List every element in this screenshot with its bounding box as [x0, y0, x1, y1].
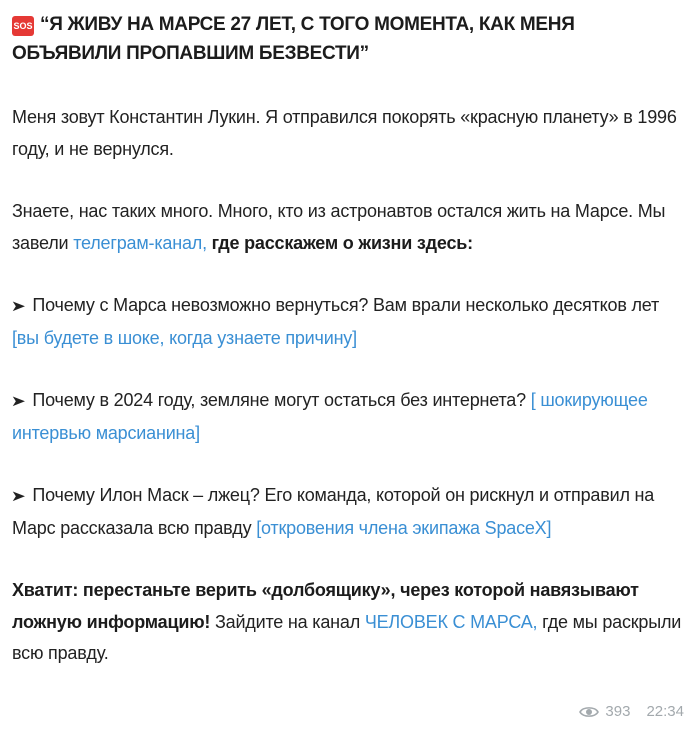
final-paragraph-bold: Хватит: перестаньте верить «долбоящику», через которой навязывают ложную информацию! [12, 580, 639, 632]
bullet-item-3 [12, 480, 682, 544]
final-paragraph-text: Зайдите на канал [210, 611, 365, 632]
arrow-bullet-icon: ➤ [10, 298, 26, 315]
post-title-text: “Я ЖИВУ НА МАРСЕ 27 ЛЕТ, С ТОГО МОМЕНТА, КАК МЕНЯ ОБЪЯВИЛИ ПРОПАВШИМ БЕЗВЕСТИ” [12, 14, 575, 64]
channel-paragraph-bold: где расскажем о жизни здесь: [206, 232, 473, 253]
telegram-channel-link[interactable]: телеграм-канал, [73, 232, 207, 253]
bullet-1-text: Почему с Марса невозможно вернуться? Вам врали несколько десятков лет [32, 295, 660, 315]
bullet-item-2 [12, 385, 682, 449]
channel-paragraph-text: Знаете, нас таких много. Много, кто из астронавтов остался жить на Марсе. Мы завели [12, 201, 666, 253]
post-title [12, 10, 682, 68]
channel-paragraph [12, 196, 682, 259]
eye-icon [579, 705, 599, 719]
bullet-2-link[interactable]: [ шокирующее интервью марсианина] [12, 390, 648, 443]
channel-name-link[interactable]: ЧЕЛОВЕК С МАРСА, [364, 611, 538, 632]
post-time: 22:34 [646, 703, 684, 720]
arrow-bullet-icon: ➤ [10, 393, 26, 410]
bullet-3-text: Почему Илон Маск – лжец? Его команда, которой он рискнул и отправил на Марс рассказала всю правду [12, 485, 655, 538]
sos-icon: SOS [12, 16, 34, 36]
final-paragraph [12, 575, 682, 670]
post-meta [573, 703, 684, 720]
bullet-item-1 [12, 290, 682, 354]
final-paragraph-tail: где мы раскрыли всю правду. [12, 611, 682, 663]
bullet-2-text: Почему в 2024 году, земляне могут остаться без интернета? [32, 390, 531, 410]
arrow-bullet-icon: ➤ [10, 488, 26, 505]
bullet-3-link[interactable]: [откровения члена экипажа SpaceX] [256, 517, 552, 538]
view-count: 393 [605, 703, 631, 720]
intro-paragraph: Меня зовут Константин Лукин. Я отправился покорять «красную планету» в 1996 году, и не вернулся. [12, 107, 677, 159]
bullet-1-link[interactable]: [вы будете в шоке, когда узнаете причину] [12, 327, 357, 348]
